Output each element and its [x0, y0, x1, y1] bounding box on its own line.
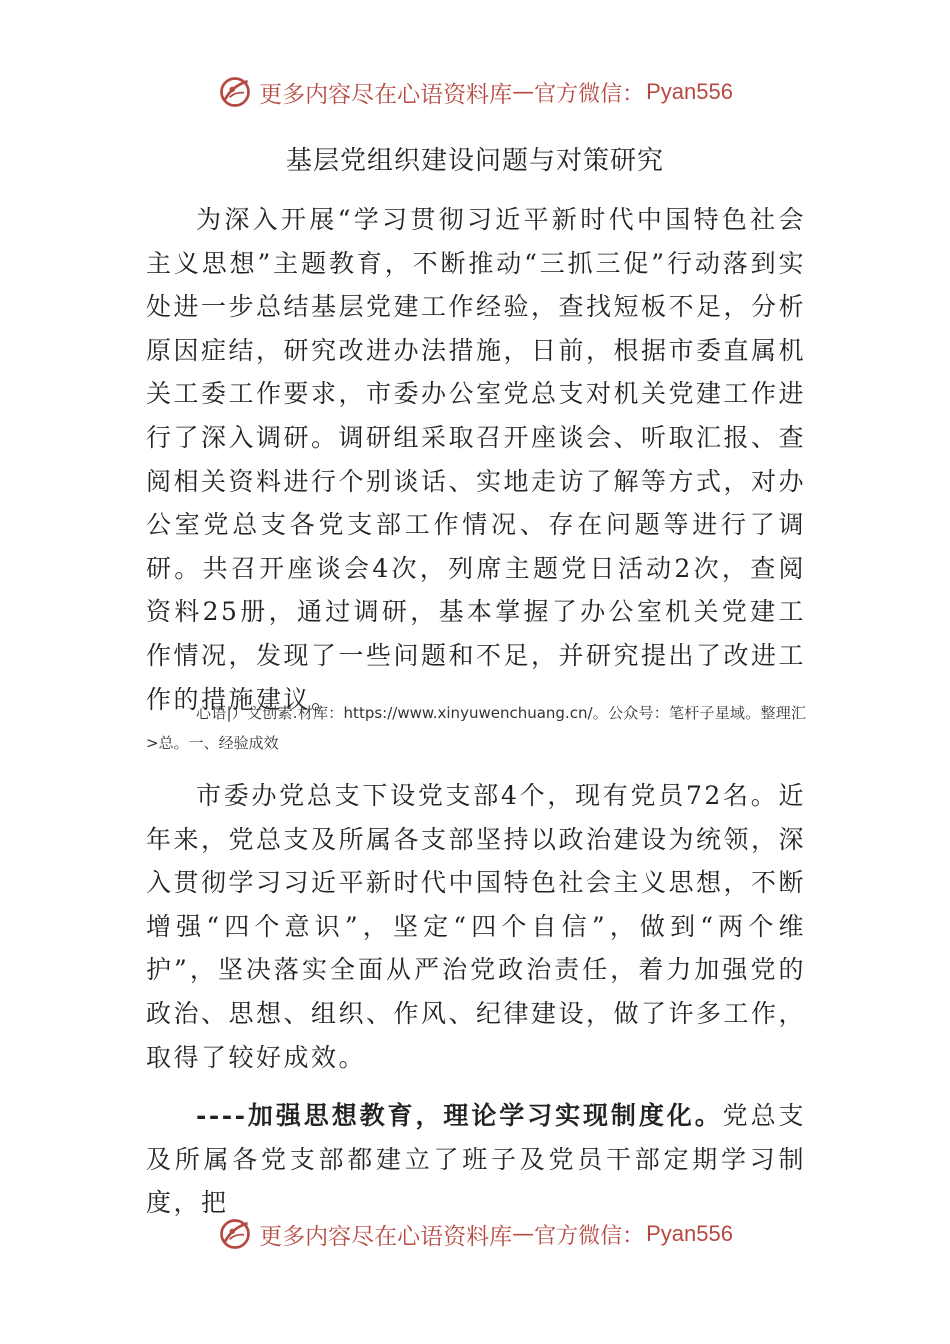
paragraph-heading-bold: ----加强思想教育，理论学习实现制度化。 [196, 1101, 723, 1130]
banner-separator: — [512, 1221, 535, 1247]
paragraph-thought-education [146, 1094, 806, 1225]
banner-main-text: 更多内容尽在心语资料库 [259, 1223, 513, 1250]
banner-main-text: 更多内容尽在心语资料库 [259, 81, 513, 108]
paragraph-achievements: 市委办党总支下设党支部4个，现有党员72名。近年来，党总支及所属各支部坚持以政治建设为统领，深入贯彻学习习近平新时代中国特色社会主义思想，不断增强“四个意识”，坚定“四个自信”，做到“两个维护”，坚决落实全面从严治党政治责任，着力加强党的政治、思想、组织、作风、纪律建设，做了许多工作，取得了较好成效。 [146, 781, 807, 1072]
banner-wechat-label: 官方微信： [534, 81, 645, 107]
banner-wechat-id: Pyan556 [646, 1221, 733, 1246]
banner-wechat-id: Pyan556 [646, 79, 733, 104]
header-banner [0, 72, 950, 112]
banner-separator: — [512, 79, 535, 105]
footer-banner [0, 1214, 950, 1254]
source-note: 心语|）文创素.材库：https://www.xinyuwenchuang.cn/。公众号：笔杆子星域。整理汇>总。一、经验成效 [146, 704, 806, 752]
paragraph-body: 党总支及所属各党支部都建立了班子及党员干部定期学习制度，把 [146, 1101, 806, 1218]
xinyu-logo-icon [217, 74, 253, 110]
paragraph-intro: 为深入开展“学习贯彻习近平新时代中国特色社会主义思想”主题教育，不断推动“三抓三促”行动落到实处进一步总结基层党建工作经验，查找短板不足，分析原因症结，研究改进办法措施，日前，根据市委直属机关工委工作要求，市委办公室党总支对机关党建工作进行了深入调研。调研组采取召开座谈会、听取汇报、查阅相关资料进行个别谈话、实地走访了解等方式，对办公室党总支各党支部工作情况、存在问题等进行了调研。共召开座谈会4次，列席主题党日活动2次，查阅资料25册，通过调研，基本掌握了办公室机关党建工作情况，发现了一些问题和不足，并研究提出了改进工作的措施建议。 [146, 205, 807, 714]
banner-wechat-label: 官方微信： [534, 1223, 645, 1249]
xinyu-logo-icon [217, 1216, 253, 1252]
document-title: 基层党组织建设问题与对策研究 [285, 146, 664, 176]
